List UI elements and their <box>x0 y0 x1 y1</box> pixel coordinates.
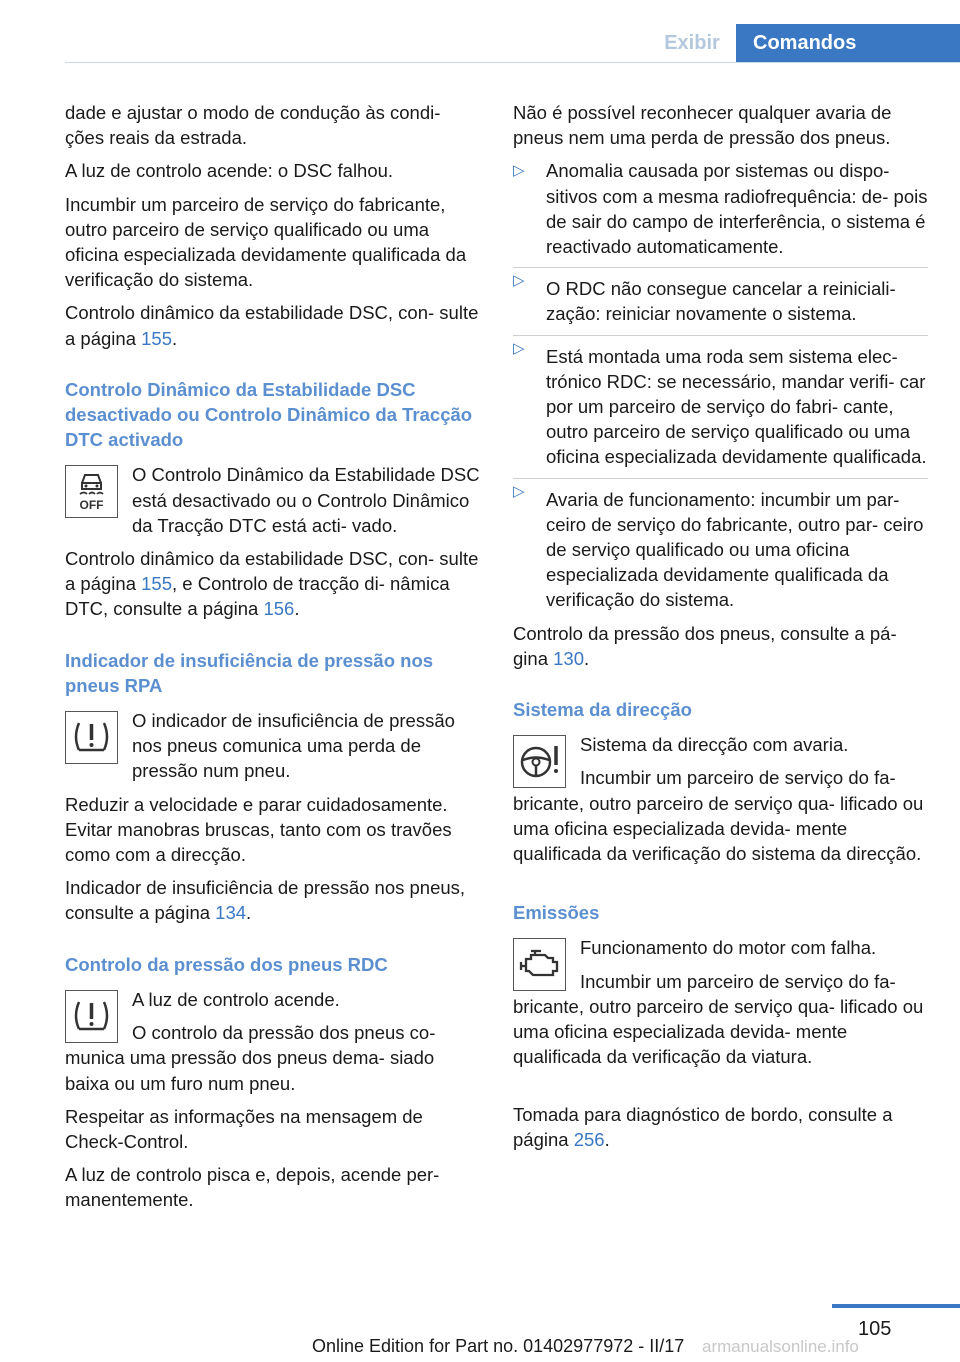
paragraph: Incumbir um parceiro de serviço do fa‐ bricante, outro parceiro de serviço qua‐ lificado ou uma oficina especializada devida‐ mente qualificada da verificação do sistema da direcção. <box>513 767 924 865</box>
list-item: ▷ Está montada uma roda sem sistema elec‐ trónico RDC: se necessário, mandar verifi‐ car por um parceiro de serviço do fabri‐ cante, outro parceiro de serviço qualificado ou uma oficina especializada devidamente qualificada. <box>513 335 928 470</box>
watermark: armanualsonline.info <box>702 1337 859 1356</box>
paragraph: Sistema da direcção com avaria. <box>580 734 849 756</box>
paragraph: O indicador de insuficiência de pressão nos pneus comunica uma perda de pressão num pneu. <box>132 710 455 782</box>
page-link[interactable]: 156 <box>263 598 295 620</box>
page-link[interactable]: 256 <box>573 1128 605 1150</box>
section-heading-steering: Sistema da direcção <box>513 699 692 721</box>
page-link[interactable]: 130 <box>553 647 584 669</box>
paragraph: Funcionamento do motor com falha. <box>580 937 877 959</box>
footer-edition: Online Edition for Part no. 01402977972 - II/17 <box>312 1336 685 1356</box>
paragraph: Indicador de insuficiência de pressão nos pneus, consulte a página 134. <box>65 877 466 924</box>
bullet-marker-icon: ▷ <box>513 272 525 290</box>
paragraph: A luz de controlo pisca e, depois, acende per‐ manentemente. <box>65 1164 440 1211</box>
bullet-marker-icon: ▷ <box>513 339 525 357</box>
section-heading-emissions: Emissões <box>513 902 600 924</box>
paragraph: Incumbir um parceiro de serviço do fabricante, outro parceiro de serviço qualificado ou uma oficina especializada devidamente qualificada da verificação do sistema. <box>65 193 467 291</box>
off-label: OFF <box>79 498 104 513</box>
dsc-off-icon <box>65 465 118 518</box>
section-heading-rpa: Indicador de insuficiência de pressão nos pneus RPA <box>65 649 434 696</box>
tire-pressure-icon <box>65 990 118 1043</box>
paragraph: Controlo da pressão dos pneus, consulte a pá‐ gina 130. <box>513 622 897 669</box>
paragraph: Controlo dinâmico da estabilidade DSC, con‐ sulte a página 155, e Controlo de tracção di‐ nâmica DTC, consulte a página 156. <box>65 548 479 620</box>
list-item: ▷ Anomalia causada por sistemas ou dispo‐ sitivos com a mesma radiofrequência: de‐ pois de sair do campo de interferência, o sistema é reactivado automaticamente. <box>513 160 928 258</box>
tire-pressure-icon <box>65 711 118 764</box>
paragraph: Não é possível reconhecer qualquer avaria de pneus nem uma perda de pressão dos pneus. <box>513 102 892 149</box>
footer-accent-bar <box>832 1304 960 1308</box>
paragraph: dade e ajustar o modo de condução às condi‐ ções reais da estrada. <box>65 102 441 149</box>
paragraph: Controlo dinâmico da estabilidade DSC, con‐ sulte a página 155. <box>65 302 479 349</box>
page-link[interactable]: 155 <box>141 327 172 349</box>
left-column <box>65 100 480 1221</box>
bullet-marker-icon: ▷ <box>513 482 525 500</box>
paragraph: Respeitar as informações na mensagem de Check-Control. <box>65 1105 423 1152</box>
list-item: ▷ O RDC não consegue cancelar a reiniciali‐ zação: reiniciar novamente o sistema. <box>513 267 928 326</box>
bullet-marker-icon: ▷ <box>513 162 525 180</box>
list-item: ▷ Avaria de funcionamento: incumbir um par‐ ceiro de serviço do fabricante, outro par‐ ceiro de serviço qualificado ou uma oficina especializada devidamente qualificada da verificação do sistema. <box>513 478 928 613</box>
paragraph: Reduzir a velocidade e parar cuidadosamente. Evitar manobras bruscas, tanto com os travões como com a direcção. <box>65 793 452 866</box>
page-link[interactable]: 134 <box>215 902 247 924</box>
section-heading-rdc: Controlo da pressão dos pneus RDC <box>65 953 388 975</box>
tab-comandos[interactable]: Comandos <box>736 24 960 62</box>
header-divider <box>65 62 960 63</box>
paragraph: A luz de controlo acende. <box>132 988 340 1010</box>
tab-exibir[interactable]: Exibir <box>664 32 720 54</box>
right-column <box>513 100 928 1160</box>
section-heading-dsc-off: Controlo Dinâmico da Estabilidade DSC desactivado ou Controlo Dinâmico da Tracção DTC activado <box>65 378 473 451</box>
paragraph: Incumbir um parceiro de serviço do fa‐ bricante, outro parceiro de serviço qua‐ lificado ou uma oficina especializada devida‐ mente qualificada da verificação da viatura. <box>513 970 924 1068</box>
page-number: 105 <box>858 1318 892 1340</box>
page-link[interactable]: 155 <box>141 573 172 595</box>
paragraph: O controlo da pressão dos pneus co‐ munica uma pressão dos pneus dema‐ siado baixa ou um furo num pneu. <box>65 1022 436 1094</box>
engine-check-icon <box>513 938 566 991</box>
bullet-list <box>513 158 928 612</box>
paragraph: O Controlo Dinâmico da Estabilidade DSC está desactivado ou o Controlo Dinâmico da Tracção DTC está acti‐ vado. <box>132 464 480 536</box>
paragraph: Tomada para diagnóstico de bordo, consulte a página 256. <box>513 1103 893 1150</box>
paragraph: A luz de controlo acende: o DSC falhou. <box>65 160 394 182</box>
steering-warning-icon <box>513 735 566 788</box>
